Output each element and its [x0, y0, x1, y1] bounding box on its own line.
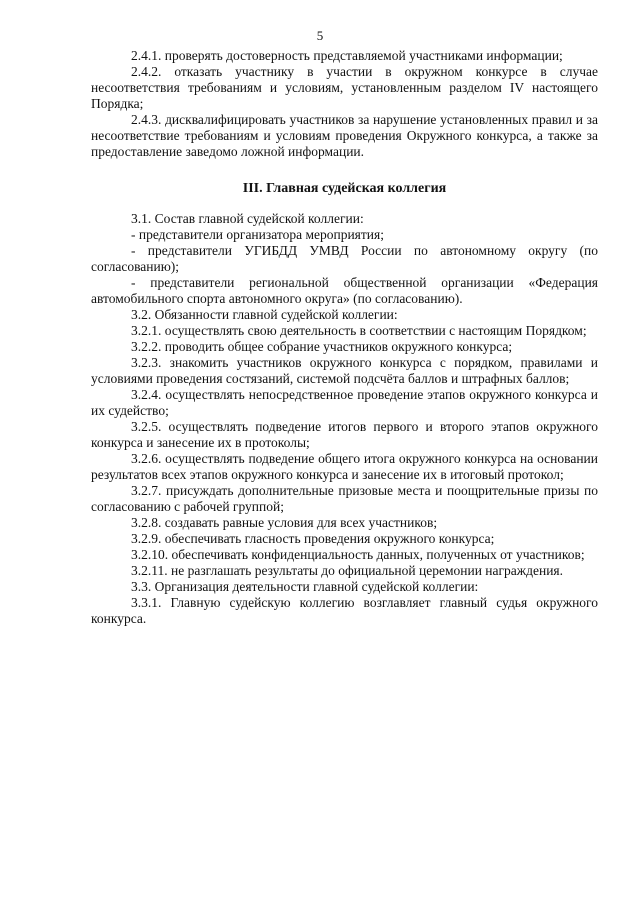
clause-2-4-2: 2.4.2. отказать участнику в участии в окружном конкурсе в случае несоответствия требованиям и условиям, установленным разделом IV настоящего Порядка;: [91, 64, 598, 111]
clause-3-1-item-3: - представители региональной общественной организации «Федерация автомобильного спорта автономного округа» (по согласованию).: [91, 275, 598, 306]
clause-3-2-9: 3.2.9. обеспечивать гласность проведения окружного конкурса;: [131, 531, 495, 546]
clause-3-2-10: 3.2.10. обеспечивать конфиденциальность данных, полученных от участников;: [131, 547, 585, 562]
clause-3-2-4: 3.2.4. осуществлять непосредственное проведение этапов окружного конкурса и их судейство;: [91, 387, 598, 418]
section-3: [91, 211, 598, 627]
clause-2-4-3: 2.4.3. дисквалифицировать участников за нарушение установленных правил и за несоответствие требованиям и условиям проведения Окружного конкурса, а также за предоставление заведомо ложной информации.: [91, 112, 598, 159]
section-2-tail: [91, 48, 598, 160]
page-number: 5: [316, 28, 324, 43]
clause-3-2-8: 3.2.8. создавать равные условия для всех участников;: [131, 515, 438, 530]
clause-3-2-3: 3.2.3. знакомить участников окружного конкурса с порядком, правилами и условиями проведения состязаний, системой подсчёта баллов и штрафных баллов;: [91, 355, 598, 386]
document-body: [91, 48, 598, 627]
clause-3-2: 3.2. Обязанности главной судейской коллегии:: [131, 307, 398, 322]
clause-3-2-6: 3.2.6. осуществлять подведение общего итога окружного конкурса на основании результатов всех этапов окружного конкурса и занесение их в итоговый протокол;: [91, 451, 598, 482]
clause-3-1-item-1: - представители организатора мероприятия;: [131, 227, 384, 242]
section-3-heading: III. Главная судейская коллегия: [242, 181, 447, 196]
clause-3-2-2: 3.2.2. проводить общее собрание участников окружного конкурса;: [131, 339, 513, 354]
clause-3-2-5: 3.2.5. осуществлять подведение итогов первого и второго этапов окружного конкурса и занесение их в протоколы;: [91, 419, 598, 450]
clause-3-3-1: 3.3.1. Главную судейскую коллегию возглавляет главный судья окружного конкурса.: [91, 595, 598, 626]
clause-3-2-7: 3.2.7. присуждать дополнительные призовые места и поощрительные призы по согласованию с рабочей группой;: [91, 483, 598, 514]
clause-3-1-item-2: - представители УГИБДД УМВД России по автономному округу (по согласованию);: [91, 243, 598, 274]
clause-3-1: 3.1. Состав главной судейской коллегии:: [131, 211, 364, 226]
clause-3-2-11: 3.2.11. не разглашать результаты до официальной церемонии награждения.: [131, 563, 564, 578]
clause-3-2-1: 3.2.1. осуществлять свою деятельность в соответствии с настоящим Порядком;: [131, 323, 587, 338]
clause-3-3: 3.3. Организация деятельности главной судейской коллегии:: [131, 579, 479, 594]
clause-2-4-1: 2.4.1. проверять достоверность представляемой участниками информации;: [131, 48, 563, 63]
